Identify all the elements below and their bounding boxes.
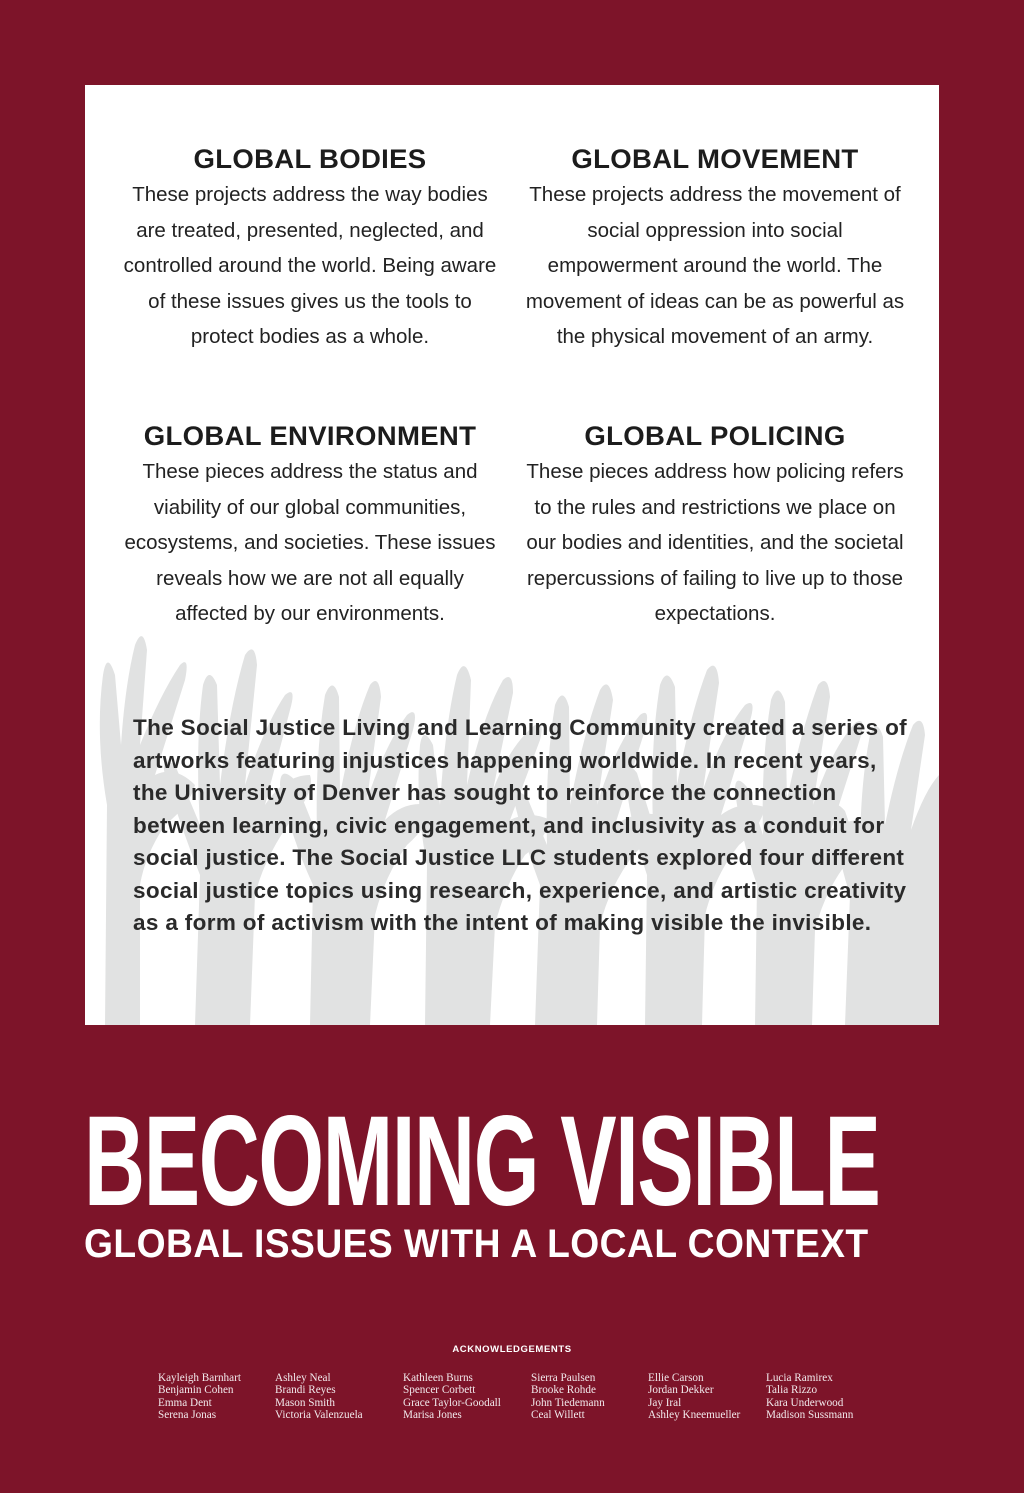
acknowledged-name: Kara Underwood: [766, 1396, 844, 1409]
acknowledged-name: Kayleigh Barnhart: [158, 1372, 241, 1384]
acknowledged-name: Benjamin Cohen: [158, 1384, 234, 1397]
acknowledgements-column: [275, 1372, 363, 1422]
section-heading: GLOBAL MOVEMENT: [571, 144, 859, 174]
acknowledged-name: Kathleen Burns: [403, 1372, 473, 1384]
acknowledged-name: Serena Jonas: [158, 1409, 217, 1422]
acknowledged-name: Brooke Rohde: [531, 1384, 596, 1397]
acknowledgements-column: [648, 1372, 740, 1422]
poster-subtitle: GLOBAL ISSUES WITH A LOCAL CONTEXT: [84, 1222, 869, 1266]
poster-title: BECOMING VISIBLE: [84, 1090, 880, 1233]
section-global-environment: [120, 420, 500, 632]
acknowledged-name: Ellie Carson: [648, 1372, 704, 1384]
acknowledgements-column: [766, 1372, 853, 1422]
acknowledged-name: Jordan Dekker: [648, 1384, 714, 1397]
acknowledged-name: Victoria Valenzuela: [275, 1409, 363, 1422]
acknowledgements-column: [158, 1372, 241, 1422]
info-panel: [85, 85, 939, 1025]
acknowledged-name: Talia Rizzo: [766, 1384, 818, 1397]
acknowledged-name: Jay Iral: [648, 1396, 682, 1409]
acknowledged-name: Sierra Paulsen: [531, 1372, 596, 1384]
section-body: These pieces address the status and viability of our global communities, ecosystems, and societies. These issues reveals how we are not all equally affected by our environments.: [124, 460, 496, 625]
intro-paragraph: The Social Justice Living and Learning Community created a series of artworks featuring injustices happening worldwide. In recent years, the University of Denver has sought to reinforce the connection between learning, civic engagement, and inclusivity as a conduit for social justice. The Social Justice LLC students explored four different social justice topics using research, experience, and artistic creativity as a form of activism with the intent of making visible the invisible.: [133, 715, 908, 935]
section-global-bodies: [120, 143, 500, 355]
section-heading: GLOBAL BODIES: [193, 144, 427, 174]
acknowledged-name: John Tiedemann: [531, 1396, 605, 1409]
section-heading: GLOBAL POLICING: [584, 421, 846, 451]
acknowledgements-heading: ACKNOWLEDGEMENTS: [452, 1344, 572, 1355]
section-body: These projects address the way bodies are treated, presented, neglected, and controlled around the world. Being aware of these issues gives us the tools to protect bodies as a whole.: [123, 183, 497, 348]
acknowledged-name: Ashley Kneemueller: [648, 1409, 741, 1422]
acknowledged-name: Spencer Corbett: [403, 1384, 476, 1397]
section-global-movement: [525, 143, 905, 355]
acknowledged-name: Brandi Reyes: [275, 1384, 336, 1397]
acknowledged-name: Madison Sussmann: [766, 1409, 854, 1422]
acknowledgements-column: [531, 1372, 605, 1422]
acknowledged-name: Marisa Jones: [403, 1409, 462, 1422]
section-body: These projects address the movement of social oppression into social empowerment around the world. The movement of ideas can be as powerful as the physical movement of an army.: [525, 183, 905, 348]
acknowledged-name: Grace Taylor-Goodall: [403, 1396, 501, 1409]
acknowledgements-column: [403, 1372, 501, 1422]
acknowledged-name: Emma Dent: [158, 1396, 212, 1409]
acknowledged-name: Mason Smith: [275, 1396, 335, 1409]
section-body: These pieces address how policing refers to the rules and restrictions we place on our bodies and identities, and the societal repercussions of failing to live up to those expectations.: [526, 460, 904, 625]
acknowledged-name: Ashley Neal: [275, 1372, 331, 1384]
section-heading: GLOBAL ENVIRONMENT: [143, 421, 477, 451]
acknowledged-name: Ceal Willett: [531, 1409, 585, 1422]
section-global-policing: [525, 420, 905, 632]
acknowledged-name: Lucia Ramirex: [766, 1372, 833, 1384]
